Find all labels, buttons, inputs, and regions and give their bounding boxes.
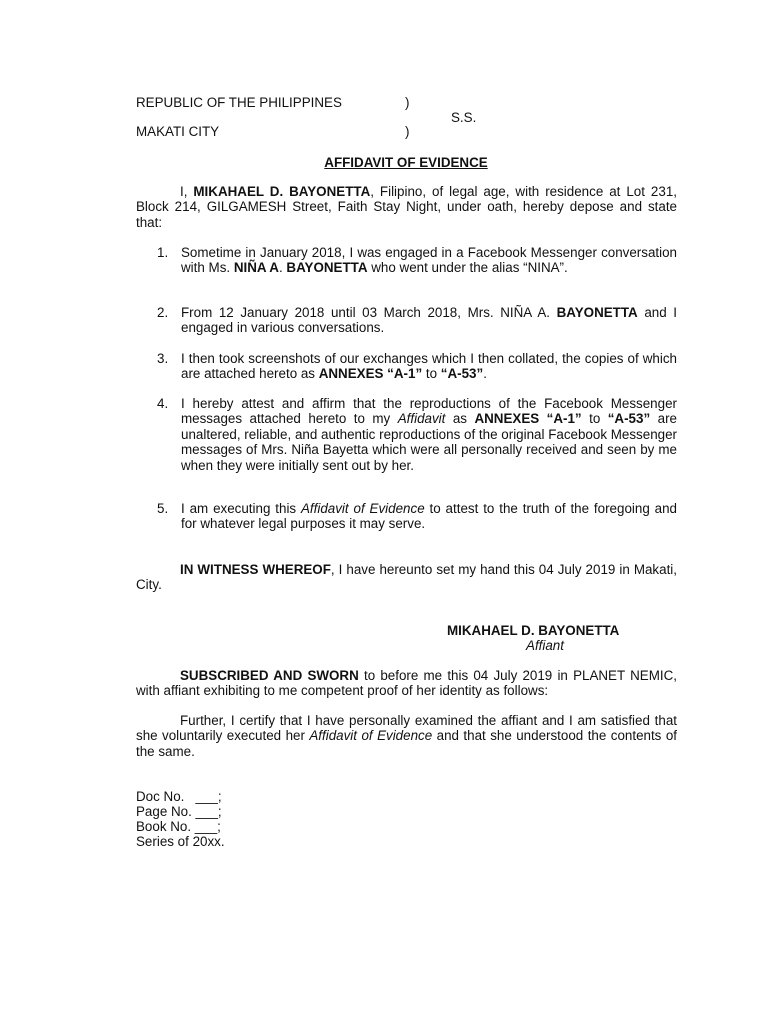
series: Series of 20xx. [136,834,225,849]
document-title: AFFIDAVIT OF EVIDENCE [324,155,488,170]
list-item: 4. I hereby attest and affirm that the reproductions of the Facebook Messenger messages attached hereto to my Affidavit as ANNEXES “A-1” to “A-53” are unaltered, reliable, and authentic reproductions of the original Facebook Messenger messages of Mrs. Niña Bayetta which were all personally received and seen by me when they were initially sent out by her. [157,396,677,473]
witness-paragraph: IN WITNESS WHEREOF, I have hereunto set my hand this 04 July 2019 in Makati, City. [136,562,677,593]
certification-paragraph: Further, I certify that I have personally examined the affiant and I am satisfied that she voluntarily executed her Affidavit of Evidence and that she understood the contents of the same. [136,713,677,759]
caption-paren: ) [405,124,410,139]
affiant-name: MIKAHAEL D. BAYONETTA [193,184,371,199]
caption-paren: ) [405,95,410,110]
list-item: 3. I then took screenshots of our exchanges which I then collated, the copies of which are attached hereto as ANNEXES “A-1” to “A-53”. [157,351,677,382]
signature-role: Affiant [526,638,564,653]
list-item: 5. I am executing this Affidavit of Evidence to attest to the truth of the foregoing and for whatever legal purposes it may serve. [157,501,677,532]
book-no: Book No. ___; [136,819,221,834]
page-no: Page No. ___; [136,804,222,819]
jurat-paragraph: SUBSCRIBED AND SWORN to before me this 04 July 2019 in PLANET NEMIC, with affiant exhibiting to me competent proof of her identity as follows: [136,668,677,699]
caption-city: MAKATI CITY [136,124,220,139]
signature-name: MIKAHAEL D. BAYONETTA [447,623,620,638]
list-item: 2. From 12 January 2018 until 03 March 2018, Mrs. NIÑA A. BAYONETTA and I engaged in various conversations. [157,305,677,336]
caption-country: REPUBLIC OF THE PHILIPPINES [136,95,342,110]
list-item: 1. Sometime in January 2018, I was engaged in a Facebook Messenger conversation with Ms. NIÑA A. BAYONETTA who went under the alias “NINA”. [157,245,677,276]
doc-no: Doc No. ___; [136,789,222,804]
intro-paragraph: I, MIKAHAEL D. BAYONETTA, Filipino, of legal age, with residence at Lot 231, Block 214, GILGAMESH Street, Faith Stay Night, under oath, hereby depose and state that: [136,184,677,230]
caption-ss: S.S. [451,110,477,125]
